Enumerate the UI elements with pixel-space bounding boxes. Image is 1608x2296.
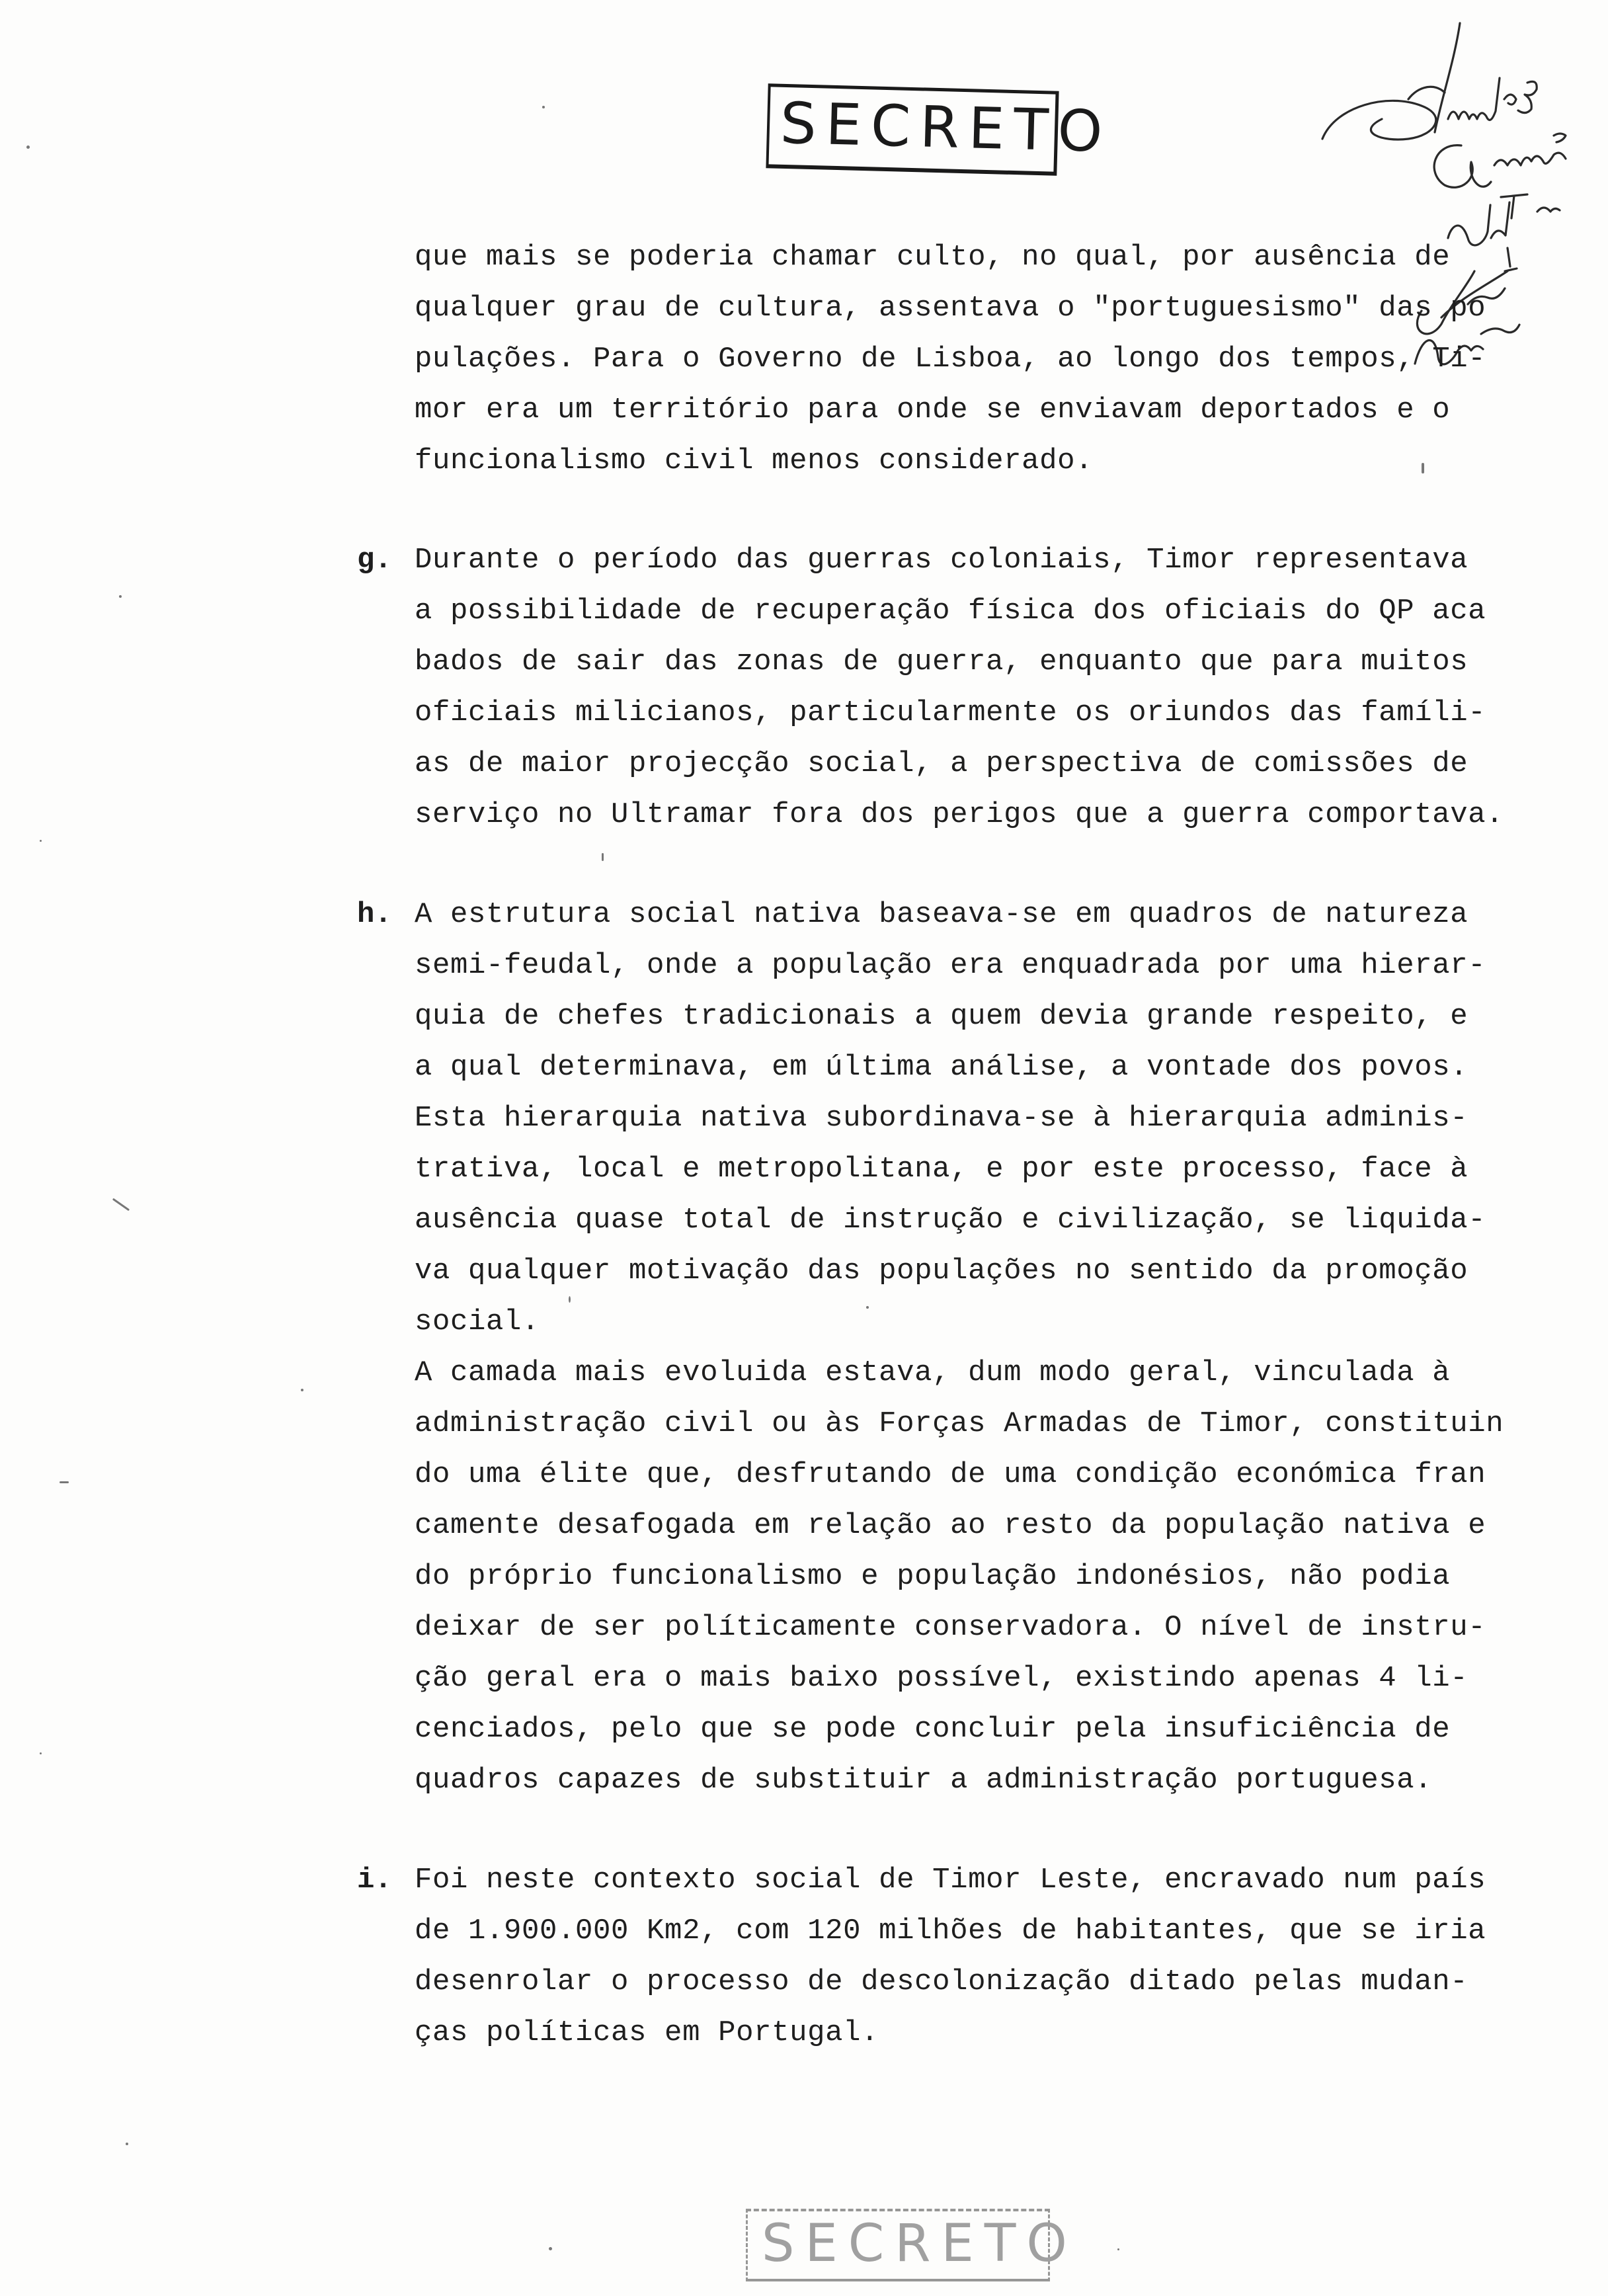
scan-speck [126,2143,128,2145]
text-line: as de maior projecção social, a perspectiva de comissões de [415,747,1468,780]
item-marker-i: i. [357,1864,392,1897]
text-line: quadros capazes de substituir a administração portuguesa. [415,1764,1433,1797]
text-line: pulações. Para o Governo de Lisboa, ao longo dos tempos, Ti- [415,343,1486,376]
text-line: bados de sair das zonas de guerra, enquanto que para muitos [415,645,1468,678]
scan-speck [569,1296,571,1303]
text-line: do próprio funcionalismo e população indonésios, não podia [415,1560,1451,1593]
scan-speck [866,1306,869,1309]
text-line: que mais se poderia chamar culto, no qual, por ausência de [415,241,1451,274]
stamp-label: SECRETO [779,90,1113,165]
text-line: funcionalismo civil menos considerado. [415,444,1094,477]
scan-speck [26,145,30,149]
scan-speck [602,853,604,861]
text-line: desenrolar o processo de descolonização ditado pelas mudan- [415,1965,1468,1998]
scan-speck [119,595,122,598]
text-line: ças políticas em Portugal. [415,2016,879,2049]
text-line: deixar de ser políticamente conservadora. O nível de instru- [415,1611,1486,1644]
scan-speck [1422,463,1424,473]
scan-speck [301,1389,303,1391]
text-line: cenciados, pelo que se pode concluir pela insuficiência de [415,1713,1451,1746]
text-line: quia de chefes tradicionais a quem devia grande respeito, e [415,1000,1468,1033]
item-marker-g: g. [357,544,392,577]
text-line: va qualquer motivação das populações no sentido da promoção [415,1254,1468,1288]
scan-speck [40,1752,42,1754]
text-line: a qual determinava, em última análise, a vontade dos povos. [415,1051,1468,1084]
text-line: ausência quase total de instrução e civilização, se liquida- [415,1204,1486,1237]
text-line: serviço no Ultramar fora dos perigos que a guerra comportava. [415,798,1504,831]
text-line: mor era um território para onde se enviavam deportados e o [415,393,1451,427]
text-line: camente desafogada em relação ao resto da população nativa e [415,1509,1486,1542]
scan-speck [549,2247,552,2250]
scan-speck [60,1481,69,1483]
text-line: trativa, local e metropolitana, e por este processo, face à [415,1153,1468,1186]
text-line: de 1.900.000 Km2, com 120 milhões de habitantes, que se iria [415,1914,1486,1948]
item-marker-h: h. [357,898,392,931]
text-line: do uma élite que, desfrutando de uma condição económica fran [415,1458,1486,1491]
scan-speck [40,840,42,842]
scan-speck [1117,2248,1119,2250]
secret-stamp-bottom [746,2209,1078,2281]
text-line: Foi neste contexto social de Timor Leste, encravado num país [415,1864,1486,1897]
scan-speck [542,106,545,108]
text-line: ção geral era o mais baixo possível, existindo apenas 4 li- [415,1662,1468,1695]
text-line: qualquer grau de cultura, assentava o "portuguesismo" das po [415,292,1486,325]
text-line: a possibilidade de recuperação física dos oficiais do QP aca [415,594,1486,628]
text-line: social. [415,1305,540,1338]
text-line: administração civil ou às Forças Armadas de Timor, constituin [415,1407,1504,1440]
text-line: Esta hierarquia nativa subordinava-se à hierarquia adminis- [415,1102,1468,1135]
text-line: oficiais milicianos, particularmente os oriundos das famíli- [415,696,1486,729]
text-line: Durante o período das guerras coloniais, Timor representava [415,544,1468,577]
text-line: semi-feudal, onde a população era enquadrada por uma hierar- [415,949,1486,982]
text-line: A estrutura social nativa baseava-se em quadros de natureza [415,898,1468,931]
stamp-label: SECRETO [762,2214,1078,2274]
text-line: A camada mais evoluida estava, dum modo geral, vinculada à [415,1356,1451,1389]
